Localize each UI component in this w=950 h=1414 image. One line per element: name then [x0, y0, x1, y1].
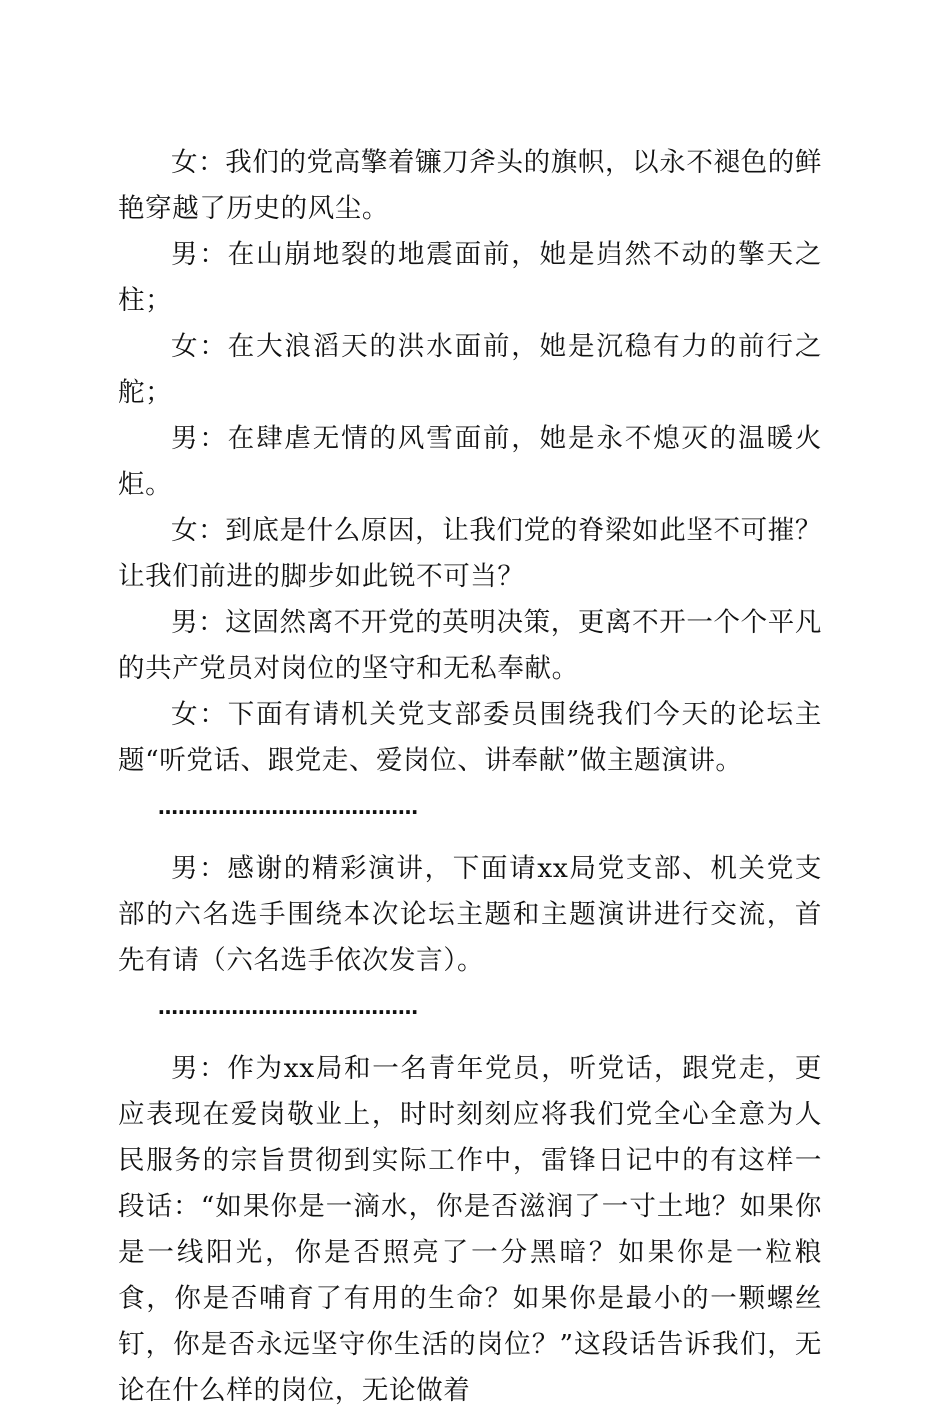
- dialogue-paragraph: 男：感谢的精彩演讲，下面请xx局党支部、机关党支部的六名选手围绕本次论坛主题和主题演讲进行交流，首先有请（六名选手依次发言）。: [118, 853, 822, 976]
- dialogue-paragraph: 女：在大浪滔天的洪水面前，她是沉稳有力的前行之舵；: [118, 331, 822, 408]
- document-body: [118, 140, 822, 1414]
- dialogue-paragraph: 男：作为xx局和一名青年党员，听党话，跟党走，更应表现在爱岗敬业上，时时刻刻应将我们党全心全意为人民服务的宗旨贯彻到实际工作中，雷锋日记中的有这样一段话：“如果你是一滴水，你是否滋润了一寸土地？如果你是一线阳光，你是否照亮了一分黑暗？如果你是一粒粮食，你是否哺育了有用的生命？如果你是最小的一颗螺丝钉，你是否永远坚守你生活的岗位？”这段话告诉我们，无论在什么样的岗位，无论做着: [118, 1053, 822, 1406]
- dialogue-paragraph: 女：下面有请机关党支部委员围绕我们今天的论坛主题“听党话、跟党走、爱岗位、讲奉献”做主题演讲。: [118, 699, 822, 776]
- dialogue-paragraph: 女：我们的党高擎着镰刀斧头的旗帜，以永不褪色的鲜艳穿越了历史的风尘。: [118, 147, 822, 224]
- spacer: [118, 830, 822, 846]
- ellipsis-separator: …………………………………: [158, 995, 418, 1019]
- dialogue-paragraph: 女：到底是什么原因，让我们党的脊梁如此坚不可摧？让我们前进的脚步如此锐不可当？: [118, 515, 822, 592]
- dialogue-paragraph: 男：在山崩地裂的地震面前，她是岿然不动的擎天之柱；: [118, 239, 822, 316]
- dialogue-paragraph: 男：在肆虐无情的风雪面前，她是永不熄灭的温暖火炬。: [118, 423, 822, 500]
- ellipsis-separator: …………………………………: [158, 795, 418, 819]
- dialogue-paragraph: 男：这固然离不开党的英明决策，更离不开一个个平凡的共产党员对岗位的坚守和无私奉献。: [118, 607, 822, 684]
- spacer: [118, 1030, 822, 1046]
